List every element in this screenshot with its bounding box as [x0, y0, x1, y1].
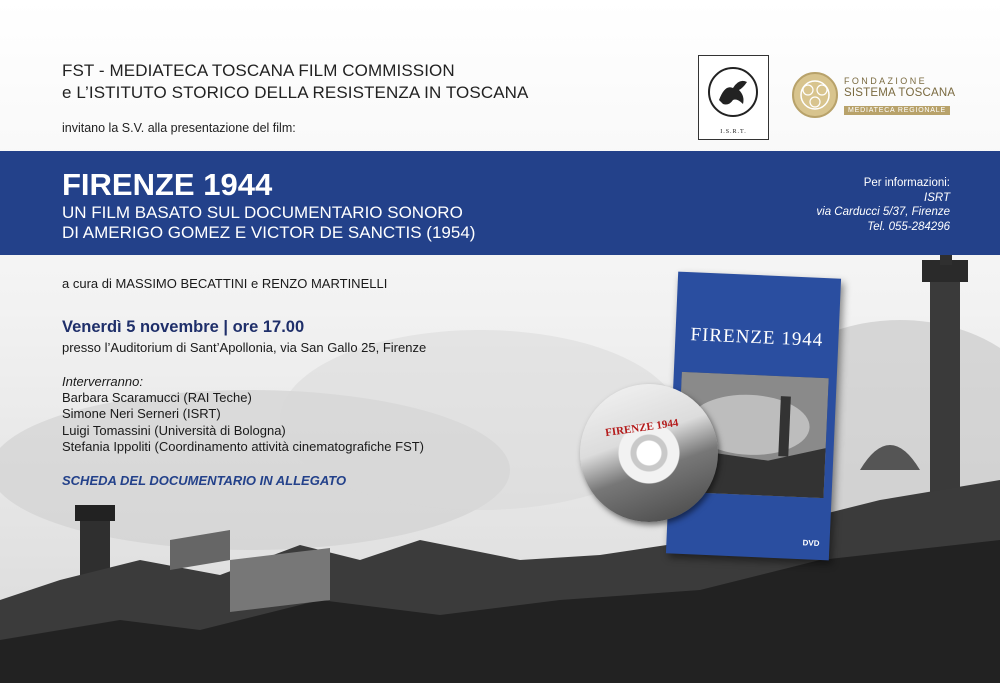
curators: a cura di MASSIMO BECATTINI e RENZO MARTINELLI	[62, 276, 388, 291]
isrt-caption: I.S.R.T.	[720, 129, 747, 135]
organizer-line-2: e L’ISTITUTO STORICO DELLA RESISTENZA IN TOSCANA	[62, 83, 529, 102]
info-phone: Tel. 055-284296	[867, 220, 950, 233]
info-org: ISRT	[924, 191, 950, 204]
dvd-format-logo: DVD	[802, 538, 820, 548]
dvd-disc	[580, 384, 718, 522]
event-date: Venerdì 5 novembre | ore 17.00	[62, 318, 305, 336]
speaker-item: Simone Neri Serneri (ISRT)	[62, 406, 221, 422]
film-subtitle-1: UN FILM BASATO SUL DOCUMENTARIO SONORO	[62, 203, 463, 222]
fst-logo	[790, 70, 960, 120]
isrt-logo	[698, 55, 769, 140]
invitation-text: invitano la S.V. alla presentazione del film:	[62, 121, 296, 135]
speaker-item: Barbara Scaramucci (RAI Teche)	[62, 390, 252, 405]
speakers-list	[62, 390, 424, 455]
film-title: FIRENZE 1944	[62, 167, 273, 202]
organizer-line-1: FST - MEDIATECA TOSCANA FILM COMMISSION	[62, 61, 455, 80]
globe-icon	[790, 70, 840, 120]
fst-line-2: SISTEMA TOSCANA	[844, 87, 956, 99]
speaker-item: Stefania Ippoliti (Coordinamento attività cinematografiche FST)	[62, 438, 425, 454]
disc-title: FIRENZE 1944	[604, 416, 680, 440]
fst-line-1: FONDAZIONE	[844, 76, 928, 86]
fst-line-3: MEDIATECA REGIONALE	[844, 106, 950, 115]
pegasus-emblem-icon	[699, 56, 768, 126]
dvd-cover-title: FIRENZE 1944	[690, 324, 824, 351]
speakers-heading: Interverranno:	[62, 374, 143, 389]
info-label: Per informazioni:	[863, 177, 950, 189]
speaker-item: Luigi Tomassini (Università di Bologna)	[62, 422, 286, 438]
info-address: via Carducci 5/37, Firenze	[816, 206, 950, 218]
contact-info	[816, 176, 950, 234]
film-subtitle-2: DI AMERIGO GOMEZ E VICTOR DE SANCTIS (1954)	[62, 223, 476, 242]
event-venue: presso l’Auditorium di Sant’Apollonia, via San Gallo 25, Firenze	[62, 340, 427, 355]
title-band	[0, 151, 1000, 255]
attachment-link[interactable]: SCHEDA DEL DOCUMENTARIO IN ALLEGATO	[62, 473, 347, 488]
